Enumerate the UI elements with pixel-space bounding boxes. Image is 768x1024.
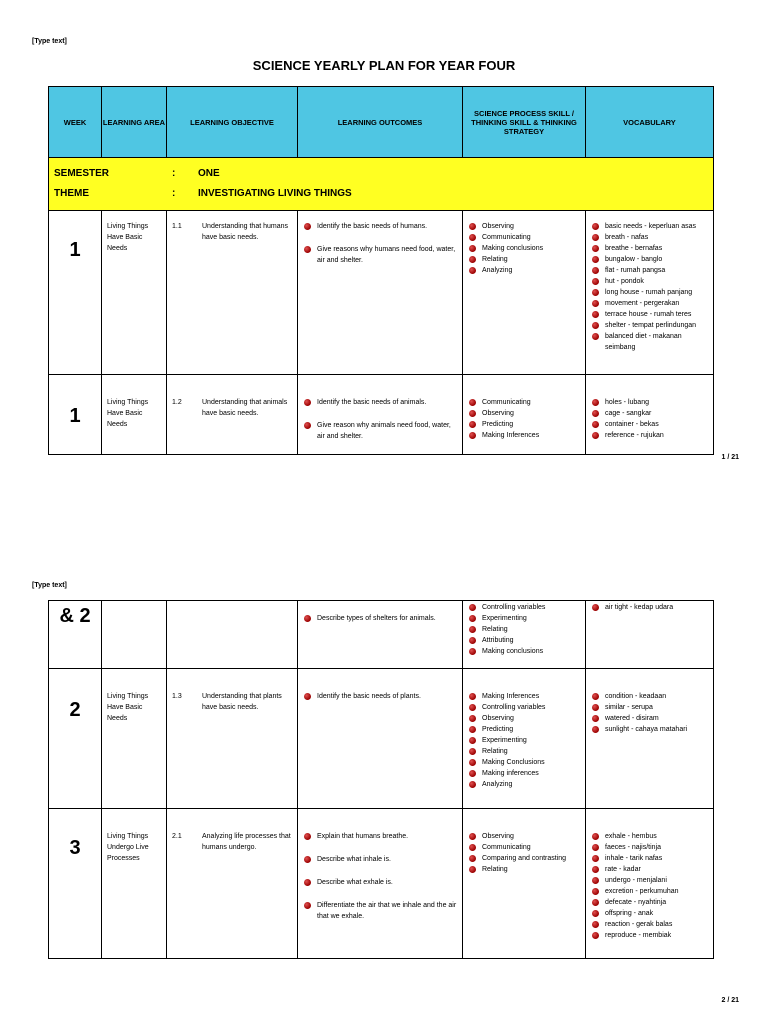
- objective-number: 1.3: [172, 693, 182, 700]
- skills-cell: [463, 375, 586, 455]
- list-item: Comparing and contrasting: [469, 853, 583, 864]
- skills-list: [463, 211, 585, 276]
- list-item: watered - disiram: [592, 713, 711, 724]
- list-item: Relating: [469, 746, 583, 757]
- skills-list: [463, 601, 585, 657]
- vocabulary-list: [586, 601, 713, 613]
- skills-cell: [463, 809, 586, 959]
- page-number: 1 / 21: [721, 454, 739, 461]
- list-item: reference - rujukan: [592, 430, 711, 441]
- skills-list: [463, 375, 585, 441]
- plan-table-page1: [48, 86, 714, 455]
- list-item: Making conclusions: [469, 646, 583, 657]
- skills-cell: [463, 601, 586, 669]
- objective-text: Understanding that plants have basic needs.: [202, 693, 282, 711]
- list-item: holes - lubang: [592, 397, 711, 408]
- semester-label: SEMESTER: [54, 168, 110, 179]
- table-row: [49, 601, 714, 669]
- list-item: Controlling variables: [469, 602, 583, 613]
- learning-outcomes-cell: [298, 669, 463, 809]
- list-item: Identify the basic needs of humans.: [304, 221, 460, 232]
- list-item: Making conclusions: [469, 243, 583, 254]
- list-item: undergo - menjalani: [592, 875, 711, 886]
- learning-objective-cell: [167, 375, 298, 455]
- vocabulary-cell: [586, 669, 714, 809]
- list-item: shelter - tempat perlindungan: [592, 320, 711, 331]
- list-item: Relating: [469, 624, 583, 635]
- learning-area-cell: Living Things Have Basic Needs: [102, 375, 167, 455]
- list-item: excretion - perkumuhan: [592, 886, 711, 897]
- list-item: bungalow - banglo: [592, 254, 711, 265]
- list-item: Predicting: [469, 419, 583, 430]
- vocabulary-cell: [586, 601, 714, 669]
- list-item: terrace house - rumah teres: [592, 309, 711, 320]
- list-item: Communicating: [469, 842, 583, 853]
- skills-list: [463, 809, 585, 875]
- column-header-week: WEEK: [49, 87, 102, 158]
- list-item: Relating: [469, 254, 583, 265]
- week-cell: 1: [49, 375, 102, 455]
- list-item: Describe what inhale is.: [304, 854, 460, 865]
- list-item: breathe - bernafas: [592, 243, 711, 254]
- page-break: [0, 466, 768, 570]
- vocabulary-cell: [586, 211, 714, 375]
- list-item: Observing: [469, 221, 583, 232]
- plan-table-page2: [48, 600, 714, 959]
- list-item: Identify the basic needs of animals.: [304, 397, 460, 408]
- vocabulary-list: [586, 211, 713, 353]
- list-item: Communicating: [469, 232, 583, 243]
- page-number: 2 / 21: [721, 997, 739, 1004]
- week-cell: 2: [49, 669, 102, 809]
- list-item: Give reasons why humans need food, water, air and shelter.: [304, 244, 460, 266]
- list-item: cage - sangkar: [592, 408, 711, 419]
- vocabulary-cell: [586, 375, 714, 455]
- skills-cell: [463, 669, 586, 809]
- semester-value: ONE: [198, 168, 220, 179]
- column-header-vocabulary: VOCABULARY: [586, 87, 714, 158]
- table-row: [49, 375, 714, 455]
- objective-number: 1.2: [172, 399, 182, 406]
- learning-outcomes-cell: [298, 375, 463, 455]
- theme-label: THEME: [54, 188, 89, 199]
- list-item: Give reason why animals need food, water, air and shelter.: [304, 420, 460, 442]
- list-item: Making Conclusions: [469, 757, 583, 768]
- theme-value: INVESTIGATING LIVING THINGS: [198, 188, 352, 199]
- list-item: exhale - hembus: [592, 831, 711, 842]
- list-item: container - bekas: [592, 419, 711, 430]
- table-row: [49, 211, 714, 375]
- skills-list: [463, 669, 585, 790]
- list-item: Relating: [469, 864, 583, 875]
- column-header-learning-outcomes: LEARNING OUTCOMES: [298, 87, 463, 158]
- list-item: balanced diet - makanan seimbang: [592, 331, 711, 353]
- outcomes-list: [298, 809, 462, 922]
- list-item: defecate - nyahtinja: [592, 897, 711, 908]
- list-item: Observing: [469, 713, 583, 724]
- table-header-row: [49, 87, 714, 158]
- learning-objective-cell: [167, 809, 298, 959]
- vocabulary-cell: [586, 809, 714, 959]
- vocabulary-list: [586, 375, 713, 441]
- list-item: rate - kadar: [592, 864, 711, 875]
- list-item: Making Inferences: [469, 430, 583, 441]
- list-item: Describe types of shelters for animals.: [304, 613, 460, 624]
- list-item: Observing: [469, 408, 583, 419]
- header-placeholder: [Type text]: [32, 38, 67, 45]
- semester-separator: :: [172, 168, 176, 179]
- column-header-learning-area: LEARNING AREA: [102, 87, 167, 158]
- list-item: Experimenting: [469, 735, 583, 746]
- list-item: reproduce - membiak: [592, 930, 711, 941]
- list-item: faeces - najis/tinja: [592, 842, 711, 853]
- list-item: Making Inferences: [469, 691, 583, 702]
- outcomes-list: [298, 601, 462, 624]
- week-cell: 3: [49, 809, 102, 959]
- page-title: SCIENCE YEARLY PLAN FOR YEAR FOUR: [252, 58, 516, 73]
- skills-cell: [463, 211, 586, 375]
- objective-text: Understanding that animals have basic needs.: [202, 399, 288, 417]
- vocabulary-list: [586, 809, 713, 941]
- column-header-learning-objective: LEARNING OBJECTIVE: [167, 87, 298, 158]
- list-item: Predicting: [469, 724, 583, 735]
- list-item: Controlling variables: [469, 702, 583, 713]
- list-item: Making inferences: [469, 768, 583, 779]
- learning-outcomes-cell: [298, 211, 463, 375]
- learning-outcomes-cell: [298, 809, 463, 959]
- list-item: air tight - kedap udara: [592, 602, 711, 613]
- learning-objective-cell: [167, 669, 298, 809]
- learning-area-cell: Living Things Have Basic Needs: [102, 669, 167, 809]
- table-row: [49, 669, 714, 809]
- outcomes-list: [298, 669, 462, 702]
- list-item: flat - rumah pangsa: [592, 265, 711, 276]
- list-item: sunlight - cahaya matahari: [592, 724, 711, 735]
- list-item: hut - pondok: [592, 276, 711, 287]
- semester-row: [49, 158, 714, 211]
- week-cell: 1: [49, 211, 102, 375]
- list-item: Explain that humans breathe.: [304, 831, 460, 842]
- list-item: breath - nafas: [592, 232, 711, 243]
- learning-outcomes-cell: [298, 601, 463, 669]
- list-item: Attributing: [469, 635, 583, 646]
- list-item: Identify the basic needs of plants.: [304, 691, 460, 702]
- learning-area-cell: [102, 601, 167, 669]
- list-item: Analyzing: [469, 779, 583, 790]
- column-header-skills: SCIENCE PROCESS SKILL / THINKING SKILL & THINKING STRATEGY: [463, 87, 586, 158]
- list-item: basic needs - keperluan asas: [592, 221, 711, 232]
- table-row: [49, 809, 714, 959]
- objective-text: Understanding that humans have basic needs.: [202, 223, 288, 241]
- list-item: Experimenting: [469, 613, 583, 624]
- week-cell: & 2: [49, 601, 102, 669]
- list-item: movement - pergerakan: [592, 298, 711, 309]
- list-item: long house - rumah panjang: [592, 287, 711, 298]
- objective-number: 2.1: [172, 833, 182, 840]
- theme-separator: :: [172, 188, 176, 199]
- list-item: inhale - tarik nafas: [592, 853, 711, 864]
- list-item: condition - keadaan: [592, 691, 711, 702]
- learning-area-cell: Living Things Undergo Live Processes: [102, 809, 167, 959]
- list-item: Observing: [469, 831, 583, 842]
- learning-area-cell: Living Things Have Basic Needs: [102, 211, 167, 375]
- learning-objective-cell: [167, 601, 298, 669]
- objective-number: 1.1: [172, 223, 182, 230]
- list-item: Differentiate the air that we inhale and the air that we exhale.: [304, 900, 460, 922]
- objective-text: Analyzing life processes that humans undergo.: [202, 833, 291, 851]
- learning-objective-cell: [167, 211, 298, 375]
- list-item: reaction - gerak balas: [592, 919, 711, 930]
- outcomes-list: [298, 211, 462, 266]
- list-item: Analyzing: [469, 265, 583, 276]
- list-item: Communicating: [469, 397, 583, 408]
- list-item: similar - serupa: [592, 702, 711, 713]
- list-item: offspring - anak: [592, 908, 711, 919]
- list-item: Describe what exhale is.: [304, 877, 460, 888]
- header-placeholder: [Type text]: [32, 582, 67, 589]
- outcomes-list: [298, 375, 462, 442]
- vocabulary-list: [586, 669, 713, 735]
